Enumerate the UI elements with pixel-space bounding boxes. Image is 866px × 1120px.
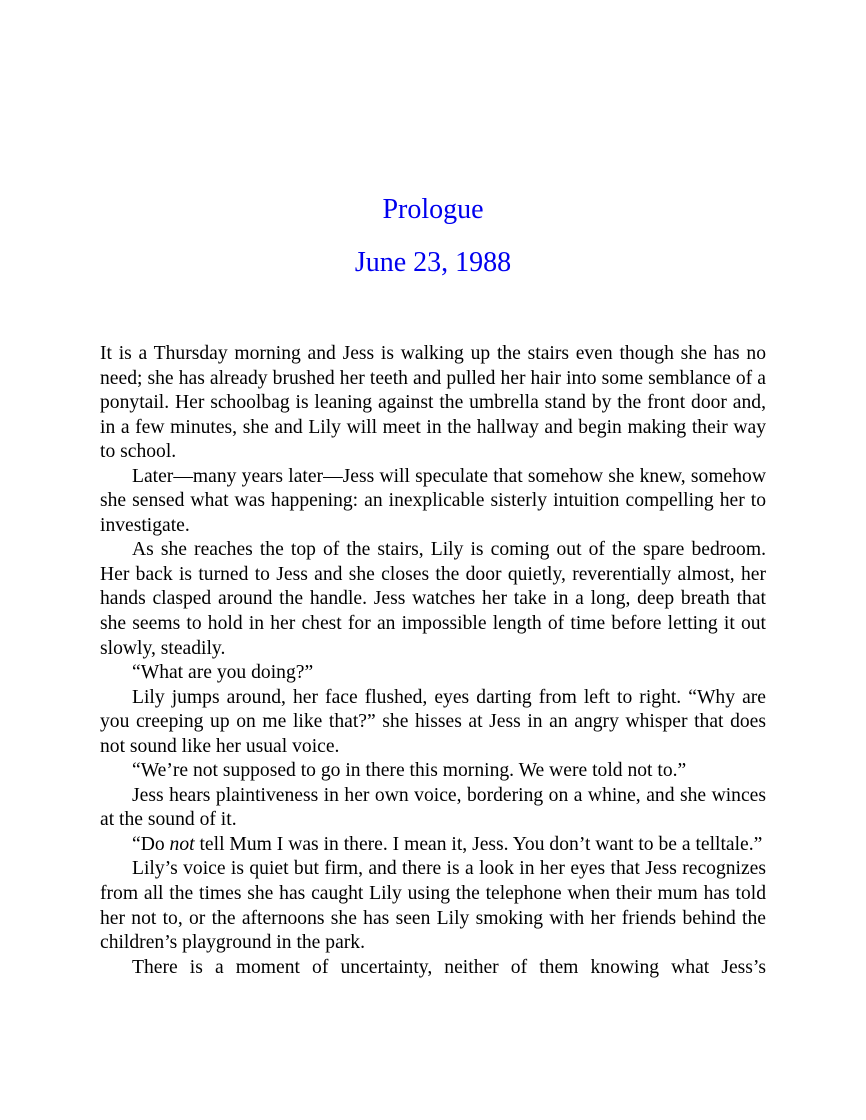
paragraph: “What are you doing?” [132,662,314,684]
chapter-body [100,342,766,980]
paragraph: As she reaches the top of the stairs, Lily is coming out of the spare bedroom. Her back is turned to Jess and she closes the door quietly, reverentially almost, her hands clasped around the handle. Jess watches her take in a long, deep breath that she seems to hold in her chest for an impossible length of time before letting it out slowly, steadily. [100,539,766,659]
paragraph-text: “Do [132,833,170,855]
paragraph: It is a Thursday morning and Jess is walking up the stairs even though she has no need; she has already brushed her teeth and pulled her hair into some semblance of a ponytail. Her schoolbag is leaning against the umbrella stand by the front door and, in a few minutes, she and Lily will meet in the hallway and begin making their way to school. [100,343,766,463]
paragraph-text: tell Mum I was in there. I mean it, Jess. You don’t want to be a telltale.” [194,833,763,855]
paragraph: Jess hears plaintiveness in her own voice, bordering on a whine, and she winces at the sound of it. [100,784,766,831]
paragraph: Lily’s voice is quiet but firm, and there is a look in her eyes that Jess recognizes from all the times she has caught Lily using the telephone when their mum has told her not to, or the afternoons she has seen Lily smoking with her friends behind the children’s playground in the park. [100,858,766,954]
paragraph: “We’re not supposed to go in there this morning. We were told not to.” [132,760,687,782]
chapter-title: Prologue [382,194,484,225]
paragraph: Later—many years later—Jess will speculate that somehow she knew, somehow she sensed what was happening: an inexplicable sisterly intuition compelling her to investigate. [100,465,766,536]
paragraph [100,833,766,858]
paragraph: Lily jumps around, her face flushed, eyes darting from left to right. “Why are you creeping up on me like that?” she hisses at Jess in an angry whisper that does not sound like her usual voice. [100,686,766,757]
chapter-date: June 23, 1988 [354,247,512,278]
paragraph: There is a moment of uncertainty, neither of them knowing what Jess’s [132,956,766,978]
emphasized-word: not [169,833,195,855]
